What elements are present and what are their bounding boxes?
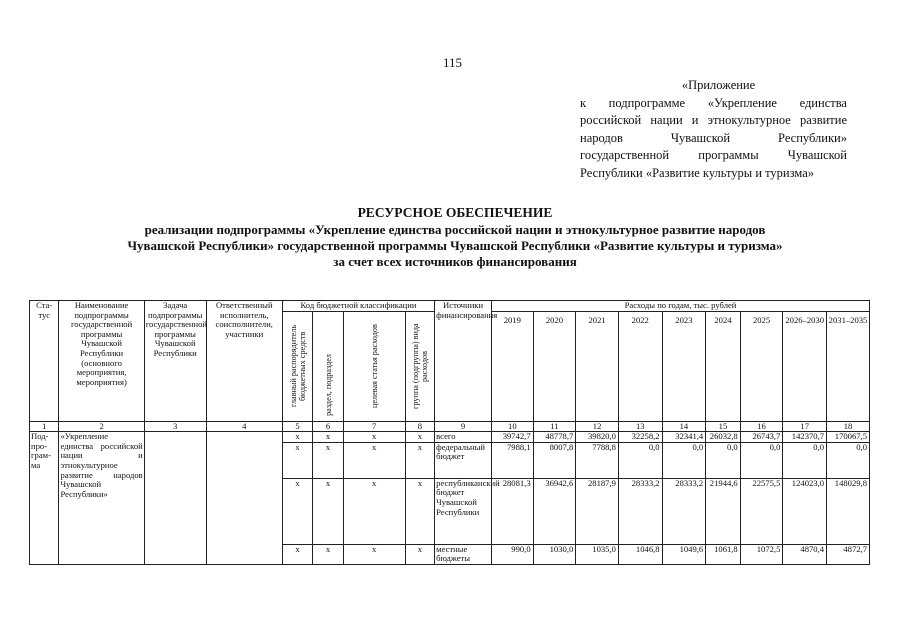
- appendix-note: [580, 77, 847, 182]
- page-number: 115: [442, 55, 463, 70]
- value-cell: 0,0: [706, 442, 741, 478]
- col-number: 16: [740, 421, 783, 432]
- value-cell: 4870,4: [783, 544, 827, 564]
- appendix-first-line: «Приложение: [681, 78, 756, 92]
- col-number: 4: [206, 421, 282, 432]
- value-cell: 1061,8: [706, 544, 741, 564]
- header-year: 2020: [533, 311, 576, 421]
- value-cell: 1072,5: [740, 544, 783, 564]
- title-line-1: РЕСУРСНОЕ ОБЕСПЕЧЕНИЕ: [357, 205, 553, 220]
- source-cell: федеральный бюджет: [435, 442, 492, 478]
- value-cell: 0,0: [827, 442, 870, 478]
- program-name-cell: «Укрепление единства российской нации и этнокультурное развитие народов Чувашской Республики»: [59, 432, 144, 565]
- value-cell: 1030,0: [533, 544, 576, 564]
- value-cell: 39742,7: [492, 432, 534, 443]
- value-cell: 26032,8: [706, 432, 741, 443]
- value-cell: 0,0: [618, 442, 662, 478]
- header-task: Задача подпрограммы государственной программы Чувашской Республики: [144, 301, 206, 422]
- col-number: 8: [405, 421, 434, 432]
- value-cell: 21944,6: [706, 478, 741, 544]
- value-cell: 32341,4: [662, 432, 706, 443]
- header-year: 2022: [618, 311, 662, 421]
- header-year: 2019: [492, 311, 534, 421]
- code-cell: x: [343, 544, 405, 564]
- value-cell: 124023,0: [783, 478, 827, 544]
- code-cell: x: [343, 442, 405, 478]
- col-number: 9: [435, 421, 492, 432]
- value-cell: 1035,0: [576, 544, 619, 564]
- header-code-group: группа (подгруппа) вида расходов: [405, 311, 434, 421]
- col-number: 3: [144, 421, 206, 432]
- col-number: 11: [533, 421, 576, 432]
- title-line-3: Чувашской Республики» государственной программы Чувашской Республики «Развитие культуры и туризма»: [127, 238, 783, 253]
- value-cell: 28333,2: [618, 478, 662, 544]
- value-cell: 990,0: [492, 544, 534, 564]
- status-cell: Под-про-грам-ма: [30, 432, 59, 565]
- col-number: 12: [576, 421, 619, 432]
- title-line-2: реализации подпрограммы «Укрепление единства российской нации и этнокультурное развитие народов: [144, 222, 766, 237]
- value-cell: 26743,7: [740, 432, 783, 443]
- col-number: 5: [282, 421, 312, 432]
- header-expenses: Расходы по годам, тыс. рублей: [492, 301, 870, 312]
- col-number: 2: [59, 421, 144, 432]
- value-cell: 0,0: [740, 442, 783, 478]
- code-cell: x: [405, 544, 434, 564]
- resource-table: [29, 300, 870, 565]
- value-cell: 0,0: [783, 442, 827, 478]
- code-cell: x: [405, 478, 434, 544]
- value-cell: 32258,2: [618, 432, 662, 443]
- col-number: 10: [492, 421, 534, 432]
- value-cell: 28333,2: [662, 478, 706, 544]
- value-cell: 39820,0: [576, 432, 619, 443]
- value-cell: 36942,6: [533, 478, 576, 544]
- header-name: Наименование подпрограммы государственной программы Чувашской Республики (основного мероприятия, мероприятия): [59, 301, 144, 422]
- code-cell: x: [313, 544, 343, 564]
- col-number: 6: [313, 421, 343, 432]
- value-cell: 28081,3: [492, 478, 534, 544]
- value-cell: 4872,7: [827, 544, 870, 564]
- col-number: 13: [618, 421, 662, 432]
- code-cell: x: [282, 478, 312, 544]
- header-code-section: раздел, подраздел: [313, 311, 343, 421]
- table-row-total: [30, 432, 870, 443]
- col-number: 17: [783, 421, 827, 432]
- code-cell: x: [282, 544, 312, 564]
- title-line-4: за счет всех источников финансирования: [333, 254, 577, 269]
- column-numbers-row: [30, 421, 870, 432]
- source-cell: всего: [435, 432, 492, 443]
- header-sources: Источники финансирования: [435, 301, 492, 422]
- code-cell: x: [343, 432, 405, 443]
- header-code-target: целевая статья расходов: [343, 311, 405, 421]
- col-number: 15: [706, 421, 741, 432]
- header-year: 2024: [706, 311, 741, 421]
- code-cell: x: [313, 442, 343, 478]
- task-cell: [144, 432, 206, 565]
- col-number: 18: [827, 421, 870, 432]
- header-status: Ста-тус: [30, 301, 59, 422]
- document-title: [40, 205, 870, 270]
- col-number: 14: [662, 421, 706, 432]
- col-number: 7: [343, 421, 405, 432]
- col-number: 1: [30, 421, 59, 432]
- code-cell: x: [313, 432, 343, 443]
- source-cell: республиканский бюджет Чувашской Республики: [435, 478, 492, 544]
- value-cell: 22575,5: [740, 478, 783, 544]
- header-year: 2026–2030: [783, 311, 827, 421]
- header-row-1: [30, 301, 870, 312]
- code-cell: x: [405, 442, 434, 478]
- value-cell: 48778,7: [533, 432, 576, 443]
- value-cell: 1046,8: [618, 544, 662, 564]
- value-cell: 0,0: [662, 442, 706, 478]
- code-cell: x: [313, 478, 343, 544]
- code-cell: x: [405, 432, 434, 443]
- header-year: 2031–2035: [827, 311, 870, 421]
- code-cell: x: [282, 432, 312, 443]
- header-code-grbs: главный распорядитель бюджетных средств: [282, 311, 312, 421]
- value-cell: 1049,6: [662, 544, 706, 564]
- header-budget-code: Код бюджетной классификации: [282, 301, 434, 312]
- executor-cell: [206, 432, 282, 565]
- value-cell: 7788,8: [576, 442, 619, 478]
- value-cell: 7988,1: [492, 442, 534, 478]
- value-cell: 170067,5: [827, 432, 870, 443]
- header-year: 2021: [576, 311, 619, 421]
- source-cell: местные бюджеты: [435, 544, 492, 564]
- value-cell: 8007,8: [533, 442, 576, 478]
- header-year: 2023: [662, 311, 706, 421]
- value-cell: 28187,9: [576, 478, 619, 544]
- appendix-body: к подпрограмме «Укрепление единства российской нации и этнокультурное развитие народов Чувашской Республики» государственной программы Чувашской Республики «Развитие культуры и туризма»: [580, 95, 847, 180]
- header-year: 2025: [740, 311, 783, 421]
- value-cell: 142370,7: [783, 432, 827, 443]
- code-cell: x: [282, 442, 312, 478]
- header-executor: Ответственный исполнитель, соисполнители, участники: [206, 301, 282, 422]
- value-cell: 148029,8: [827, 478, 870, 544]
- code-cell: x: [343, 478, 405, 544]
